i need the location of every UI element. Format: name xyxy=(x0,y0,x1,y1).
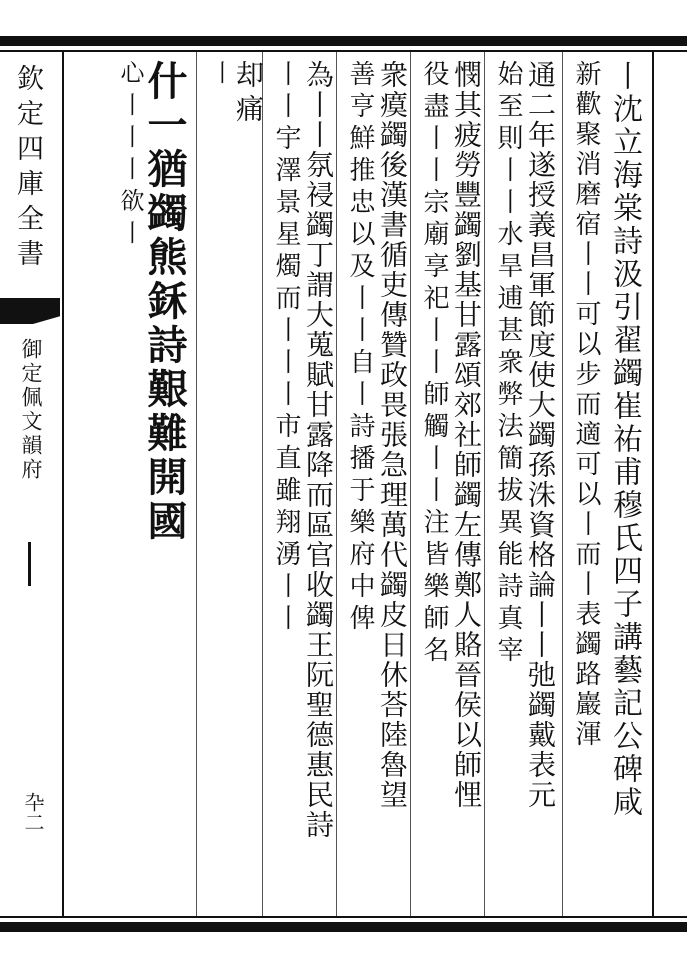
column-rule-1 xyxy=(562,52,563,916)
text-column-14: 心丨丨丨欲丨 xyxy=(116,60,144,252)
collection-title: 欽定四庫全書 xyxy=(12,64,43,274)
text-column-1: 丨沈立海棠詩汲引翟蠲崔祐甫穆氏四子講藝記公碑咸 xyxy=(607,60,642,819)
text-column-9: 為丨丨氛祲蠲丁謂大蒐賦甘露降而區官收蠲王阮聖德惠民詩 xyxy=(302,60,335,840)
text-column-6: 役盡丨丨宗廟享祀丨丨師觸丨丨注皆樂師名 xyxy=(419,60,449,668)
text-column-12: 丨 xyxy=(206,60,234,85)
text-column-2: 新歡聚消磨宿丨丨可以步而適可以丨而丨表蠲路巖渾 xyxy=(571,60,601,750)
bottom-border-thick xyxy=(0,922,687,932)
folio-number: 卆二 xyxy=(21,792,45,832)
top-border-thick xyxy=(0,36,687,46)
column-rule-6 xyxy=(196,52,197,916)
book-title: 御定佩文韻府 xyxy=(19,338,43,482)
text-column-11: 却痛 xyxy=(232,60,265,128)
text-column-13: 什一猶蠲熊鉌詩艱難開國 xyxy=(141,60,188,544)
right-frame-line xyxy=(652,50,654,918)
text-column-5: 憫其疲勞豐蠲劉基甘露頌郊社師蠲左傳鄭人賂晉侯以師悝 xyxy=(450,60,483,810)
text-column-8: 善亨鮮推忠以及丨丨自丨詩播于樂府中俾 xyxy=(345,60,375,636)
bottom-border-thin xyxy=(0,916,687,918)
text-column-10: 丨丨宇澤景星燭而丨丨丨市直雖翔湧丨丨 xyxy=(271,60,301,636)
text-column-3: 通二年遂授義昌軍節度使大蠲孫洙資格論丨丨弛蠲戴表元 xyxy=(524,60,557,810)
margin-stroke xyxy=(28,542,31,586)
top-border-thin xyxy=(0,50,687,52)
margin-column xyxy=(0,52,64,916)
text-column-4: 始至則丨丨水旱逋甚衆弊法簡拔異能詩真宰 xyxy=(493,60,523,668)
text-column-7: 衆瘼蠲後漢書循吏傳贊政畏張急理萬代蠲皮日休荅陸魯望 xyxy=(376,60,409,810)
fish-tail-mark xyxy=(0,298,60,324)
